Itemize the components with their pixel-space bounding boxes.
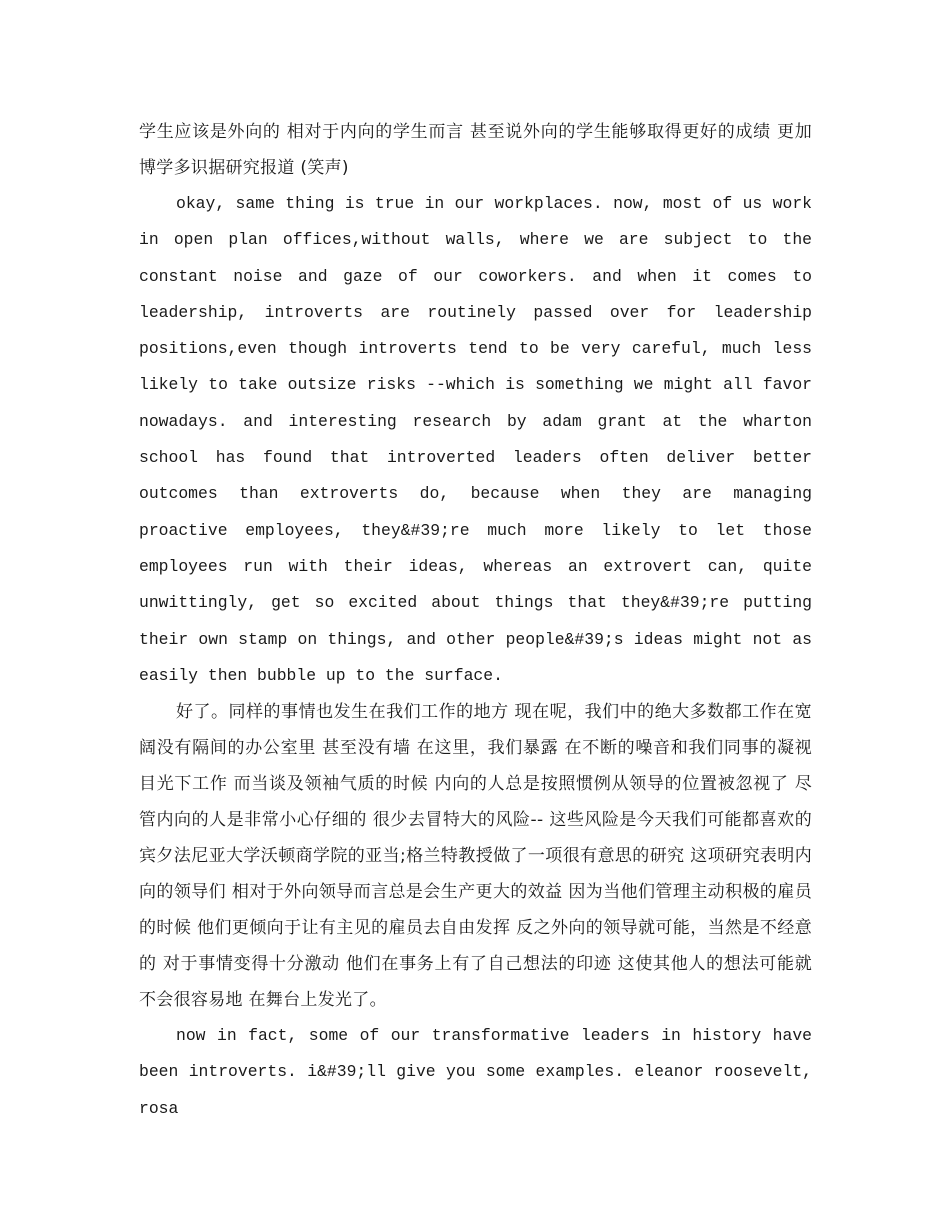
paragraph-english-workplaces: okay, same thing is true in our workplaces. now, most of us work in open plan offices,without walls, where we are subject to the constant noise and gaze of our coworkers. and when it comes to leadership, introverts are routinely passed over for leadership positions,even though introverts tend to be very careful, much less likely to take outsize risks --which is something we might all favor nowadays. and interesting research by adam grant at the wharton school has found that introverted leaders often deliver better outcomes than extroverts do, because when they are managing proactive employees, they&#39;re much more likely to let those employees run with their ideas, whereas an extrovert can, quite unwittingly, get so excited about things that they&#39;re putting their own stamp on things, and other people&#39;s ideas might not as easily then bubble up to the surface. bbox=[139, 194, 812, 685]
document-body bbox=[139, 114, 812, 1127]
paragraph-english-transformative-leaders: now in fact, some of our transformative leaders in history have been introverts. i&#39;ll give you some examples. eleanor roosevelt, rosa bbox=[139, 1026, 812, 1118]
paragraph-chinese-intro: 学生应该是外向的 相对于内向的学生而言 甚至说外向的学生能够取得更好的成绩 更加博学多识据研究报道 (笑声) bbox=[139, 122, 812, 178]
paragraph-chinese-workplaces: 好了。同样的事情也发生在我们工作的地方 现在呢，我们中的绝大多数都工作在宽阔没有隔间的办公室里 甚至没有墙 在这里，我们暴露 在不断的噪音和我们同事的凝视目光下工作 而当谈及领袖气质的时候 内向的人总是按照惯例从领导的位置被忽视了 尽管内向的人是非常小心仔细的 很少去冒特大的风险-- 这些风险是今天我们可能都喜欢的 宾夕法尼亚大学沃顿商学院的亚当;格兰特教授做了一项很有意思的研究 这项研究表明内向的领导们 相对于外向领导而言总是会生产更大的效益 因为当他们管理主动积极的雇员的时候 他们更倾向于让有主见的雇员去自由发挥 反之外向的领导就可能，当然是不经意的 对于事情变得十分激动 他们在事务上有了自己想法的印迹 这使其他人的想法可能就不会很容易地 在舞台上发光了。 bbox=[139, 702, 812, 1011]
